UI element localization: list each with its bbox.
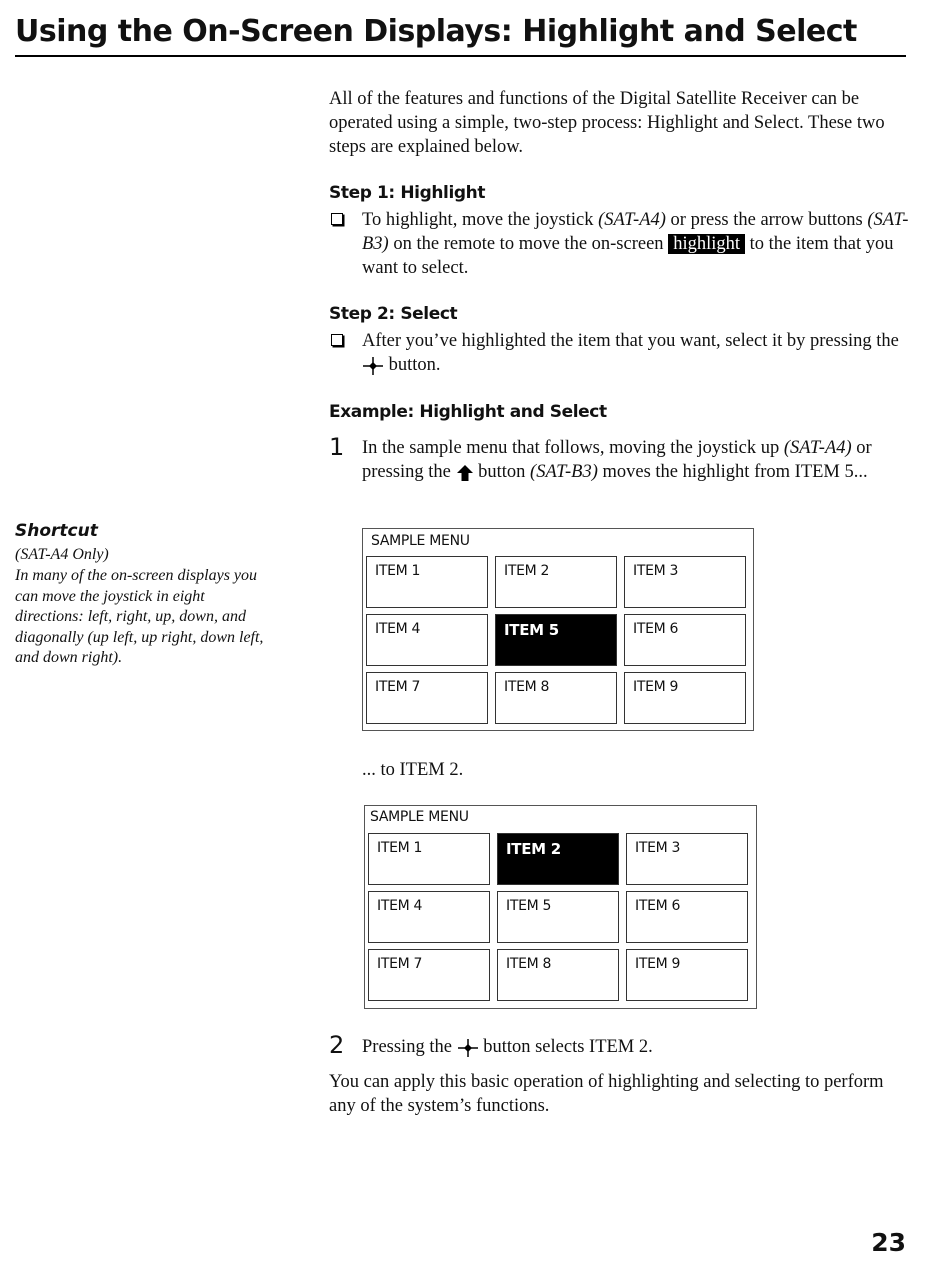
select-button-icon <box>457 1038 479 1058</box>
select-button-icon <box>362 356 384 376</box>
menu-cell[interactable]: ITEM 5 <box>495 614 617 666</box>
checkbox-bullet-icon <box>331 334 343 346</box>
sample-menu-2 <box>364 805 757 1009</box>
step1-heading: Step 1: Highlight <box>329 183 486 203</box>
page-number: 23 <box>871 1228 906 1257</box>
intro-paragraph: All of the features and functions of the Digital Satellite Receiver can be operated using a simple, two-step process: Highlight and Select. These two steps are explained below. <box>329 89 885 157</box>
menu-cell[interactable]: ITEM 9 <box>624 672 746 724</box>
menu-cell[interactable]: ITEM 6 <box>624 614 746 666</box>
menu-cell[interactable]: ITEM 7 <box>368 949 490 1001</box>
menu-cell[interactable]: ITEM 1 <box>368 833 490 885</box>
sidebar-title: Shortcut <box>15 521 98 541</box>
step2-text: After you’ve highlighted the item that you want, select it by pressing the button. <box>362 331 899 375</box>
highlight-sample: highlight <box>668 234 745 254</box>
menu-label: SAMPLE MENU <box>371 533 470 549</box>
example-step2-text: Pressing the button selects ITEM 2. <box>362 1037 653 1057</box>
menu-cell[interactable]: ITEM 6 <box>626 891 748 943</box>
menu-cell[interactable]: ITEM 2 <box>495 556 617 608</box>
menu-cell[interactable]: ITEM 2 <box>497 833 619 885</box>
menu-cell[interactable]: ITEM 1 <box>366 556 488 608</box>
example-heading: Example: Highlight and Select <box>329 402 607 422</box>
menu-cell[interactable]: ITEM 8 <box>495 672 617 724</box>
menu-cell[interactable]: ITEM 4 <box>368 891 490 943</box>
sidebar-subtitle: (SAT-A4 Only) <box>15 546 109 563</box>
menu-cell[interactable]: ITEM 7 <box>366 672 488 724</box>
closing-paragraph: You can apply this basic operation of highlighting and selecting to perform any of the system’s functions. <box>329 1072 884 1116</box>
menu-cell[interactable]: ITEM 9 <box>626 949 748 1001</box>
step-number: 2 <box>329 1031 345 1059</box>
menu-cell[interactable]: ITEM 3 <box>624 556 746 608</box>
sample-menu-1 <box>362 528 754 731</box>
step-number: 1 <box>329 433 345 461</box>
sidebar-text: In many of the on-screen displays you can move the joystick in eight directions: left, right, up, down, and diagonally (up left, up right, down left, and down right). <box>15 567 264 666</box>
up-arrow-icon <box>456 464 474 482</box>
to-item2-text: ... to ITEM 2. <box>362 760 464 780</box>
step2-heading: Step 2: Select <box>329 304 458 324</box>
checkbox-bullet-icon <box>331 213 343 225</box>
example-step1-text: In the sample menu that follows, moving the joystick up (SAT-A4) or pressing the button (SAT-B3) moves the highlight from ITEM 5... <box>362 438 872 482</box>
page-title: Using the On-Screen Displays: Highlight and Select <box>15 12 906 57</box>
menu-label: SAMPLE MENU <box>370 809 469 825</box>
step1-text: To highlight, move the joystick (SAT-A4) or press the arrow buttons (SAT-B3) on the remote to move the on-screen highlight to the item that you want to select. <box>362 210 909 278</box>
menu-cell[interactable]: ITEM 8 <box>497 949 619 1001</box>
menu-cell[interactable]: ITEM 4 <box>366 614 488 666</box>
menu-cell[interactable]: ITEM 3 <box>626 833 748 885</box>
menu-cell[interactable]: ITEM 5 <box>497 891 619 943</box>
